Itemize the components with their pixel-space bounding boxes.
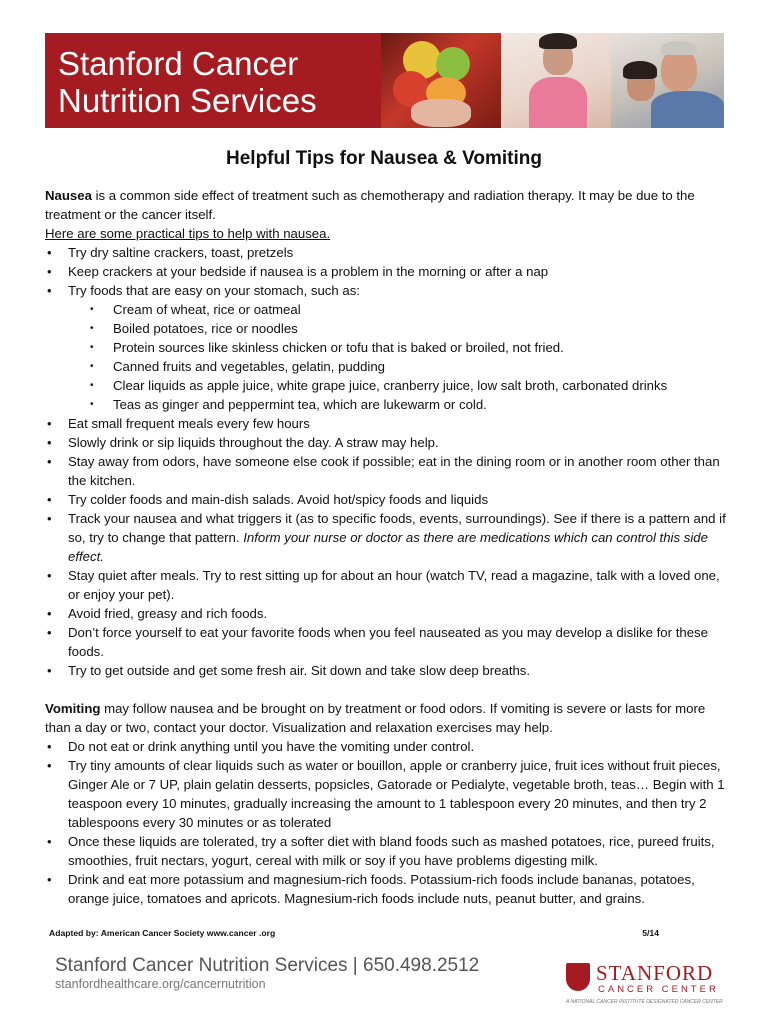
logo-tagline: A NATIONAL CANCER INSTITUTE DESIGNATED CANCER CENTER [566,999,723,1005]
list-item: • Do not eat or drink anything until you have the vomiting under control. [45,737,730,756]
banner-photos [381,33,724,128]
nausea-tips-heading: Here are some practical tips to help with nausea. [45,226,331,241]
fruit-photo [381,33,501,128]
logo-name: STANFORD [596,961,714,985]
list-item-text: Try foods that are easy on your stomach, such as: [68,283,360,298]
nausea-tips-list [45,243,730,680]
nausea-intro-text: is a common side effect of treatment such as chemotherapy and radiation therapy. It may be due to the treatment or the cancer itself. [45,188,695,222]
vomiting-intro-text: may follow nausea and be brought on by treatment or food odors. If vomiting is severe or lasts for more than a day or two, contact your doctor. Visualization and relaxation exercises may help. [45,701,706,735]
list-item: • Clear liquids as apple juice, white grape juice, cranberry juice, low salt broth, carbonated drinks [68,376,730,395]
list-item [45,509,730,566]
footer-url: stanfordhealthcare.org/cancernutrition [55,977,266,991]
easy-foods-list [68,300,730,414]
list-item: • Try to get outside and get some fresh air. Sit down and take slow deep breaths. [45,661,730,680]
list-item: • Canned fruits and vegetables, gelatin, pudding [68,357,730,376]
logo-subtitle: CANCER CENTER [598,984,719,995]
banner-title-line2: Nutrition Services [58,82,317,119]
document-body [45,186,730,908]
list-item [45,281,730,414]
page-number: 5/14 [642,928,659,938]
list-item-note: Inform your nurse or doctor as there are medications which can control this side effect. [68,530,708,564]
section-gap [45,680,730,699]
page-title: Helpful Tips for Nausea & Vomiting [226,148,542,169]
list-item: • Cream of wheat, rice or oatmeal [68,300,730,319]
banner-title [58,45,317,119]
stanford-shield-icon [566,963,590,991]
stanford-cancer-center-logo [566,963,724,1011]
vomiting-intro [45,699,730,737]
nausea-lead: Nausea [45,188,92,203]
woman-photo [501,33,611,128]
couple-photo [611,33,724,128]
adapted-by: Adapted by: American Cancer Society www.cancer .org [49,928,276,938]
list-item: • Boiled potatoes, rice or noodles [68,319,730,338]
list-item: • Drink and eat more potassium and magnesium-rich foods. Potassium-rich foods include bananas, potatoes, orange juice, tomatoes and apricots. Magnesium-rich foods include nuts, peanut butter, and grains. [45,870,730,908]
vomiting-lead: Vomiting [45,701,101,716]
footer-note [49,928,659,938]
list-item: • Try colder foods and main-dish salads. Avoid hot/spicy foods and liquids [45,490,730,509]
banner-title-line1: Stanford Cancer [58,45,299,82]
footer-brand-line: Stanford Cancer Nutrition Services | 650.498.2512 [55,955,480,976]
list-item: • Keep crackers at your bedside if nausea is a problem in the morning or after a nap [45,262,730,281]
list-item: • Slowly drink or sip liquids throughout the day. A straw may help. [45,433,730,452]
list-item: • Stay quiet after meals. Try to rest sitting up for about an hour (watch TV, read a magazine, talk with a loved one, or enjoy your pet). [45,566,730,604]
list-item: • Don’t force yourself to eat your favorite foods when you feel nauseated as you may develop a dislike for these foods. [45,623,730,661]
list-item: • Try tiny amounts of clear liquids such as water or bouillon, apple or cranberry juice, fruit ices without fruit pieces, Ginger Ale or 7 UP, plain gelatin desserts, popsicles, Gatorade or Pedialyte, vegetable broth, teas… Begin with 1 teaspoon every 10 minutes, gradually increasing the amount to 1 tablespoon every 20 minutes, and then try 2 tablespoons every 30 minutes or as tolerated [45,756,730,832]
list-item: • Stay away from odors, have someone else cook if possible; eat in the dining room or in another room other than the kitchen. [45,452,730,490]
nausea-intro [45,186,730,224]
list-item: • Teas as ginger and peppermint tea, which are lukewarm or cold. [68,395,730,414]
list-item-text: Track your nausea and what triggers it (as to specific foods, events, surroundings). See if there is a pattern and if so, try to change that pattern. [68,511,726,545]
list-item: • Once these liquids are tolerated, try a softer diet with bland foods such as mashed potatoes, rice, pureed fruits, smoothies, fruit nectars, yogurt, cereal with milk or soy if you have problems digesting milk. [45,832,730,870]
header-banner [45,33,724,128]
vomiting-tips-list [45,737,730,908]
list-item: • Avoid fried, greasy and rich foods. [45,604,730,623]
list-item: • Protein sources like skinless chicken or tofu that is baked or broiled, not fried. [68,338,730,357]
list-item: • Try dry saltine crackers, toast, pretzels [45,243,730,262]
list-item: • Eat small frequent meals every few hours [45,414,730,433]
